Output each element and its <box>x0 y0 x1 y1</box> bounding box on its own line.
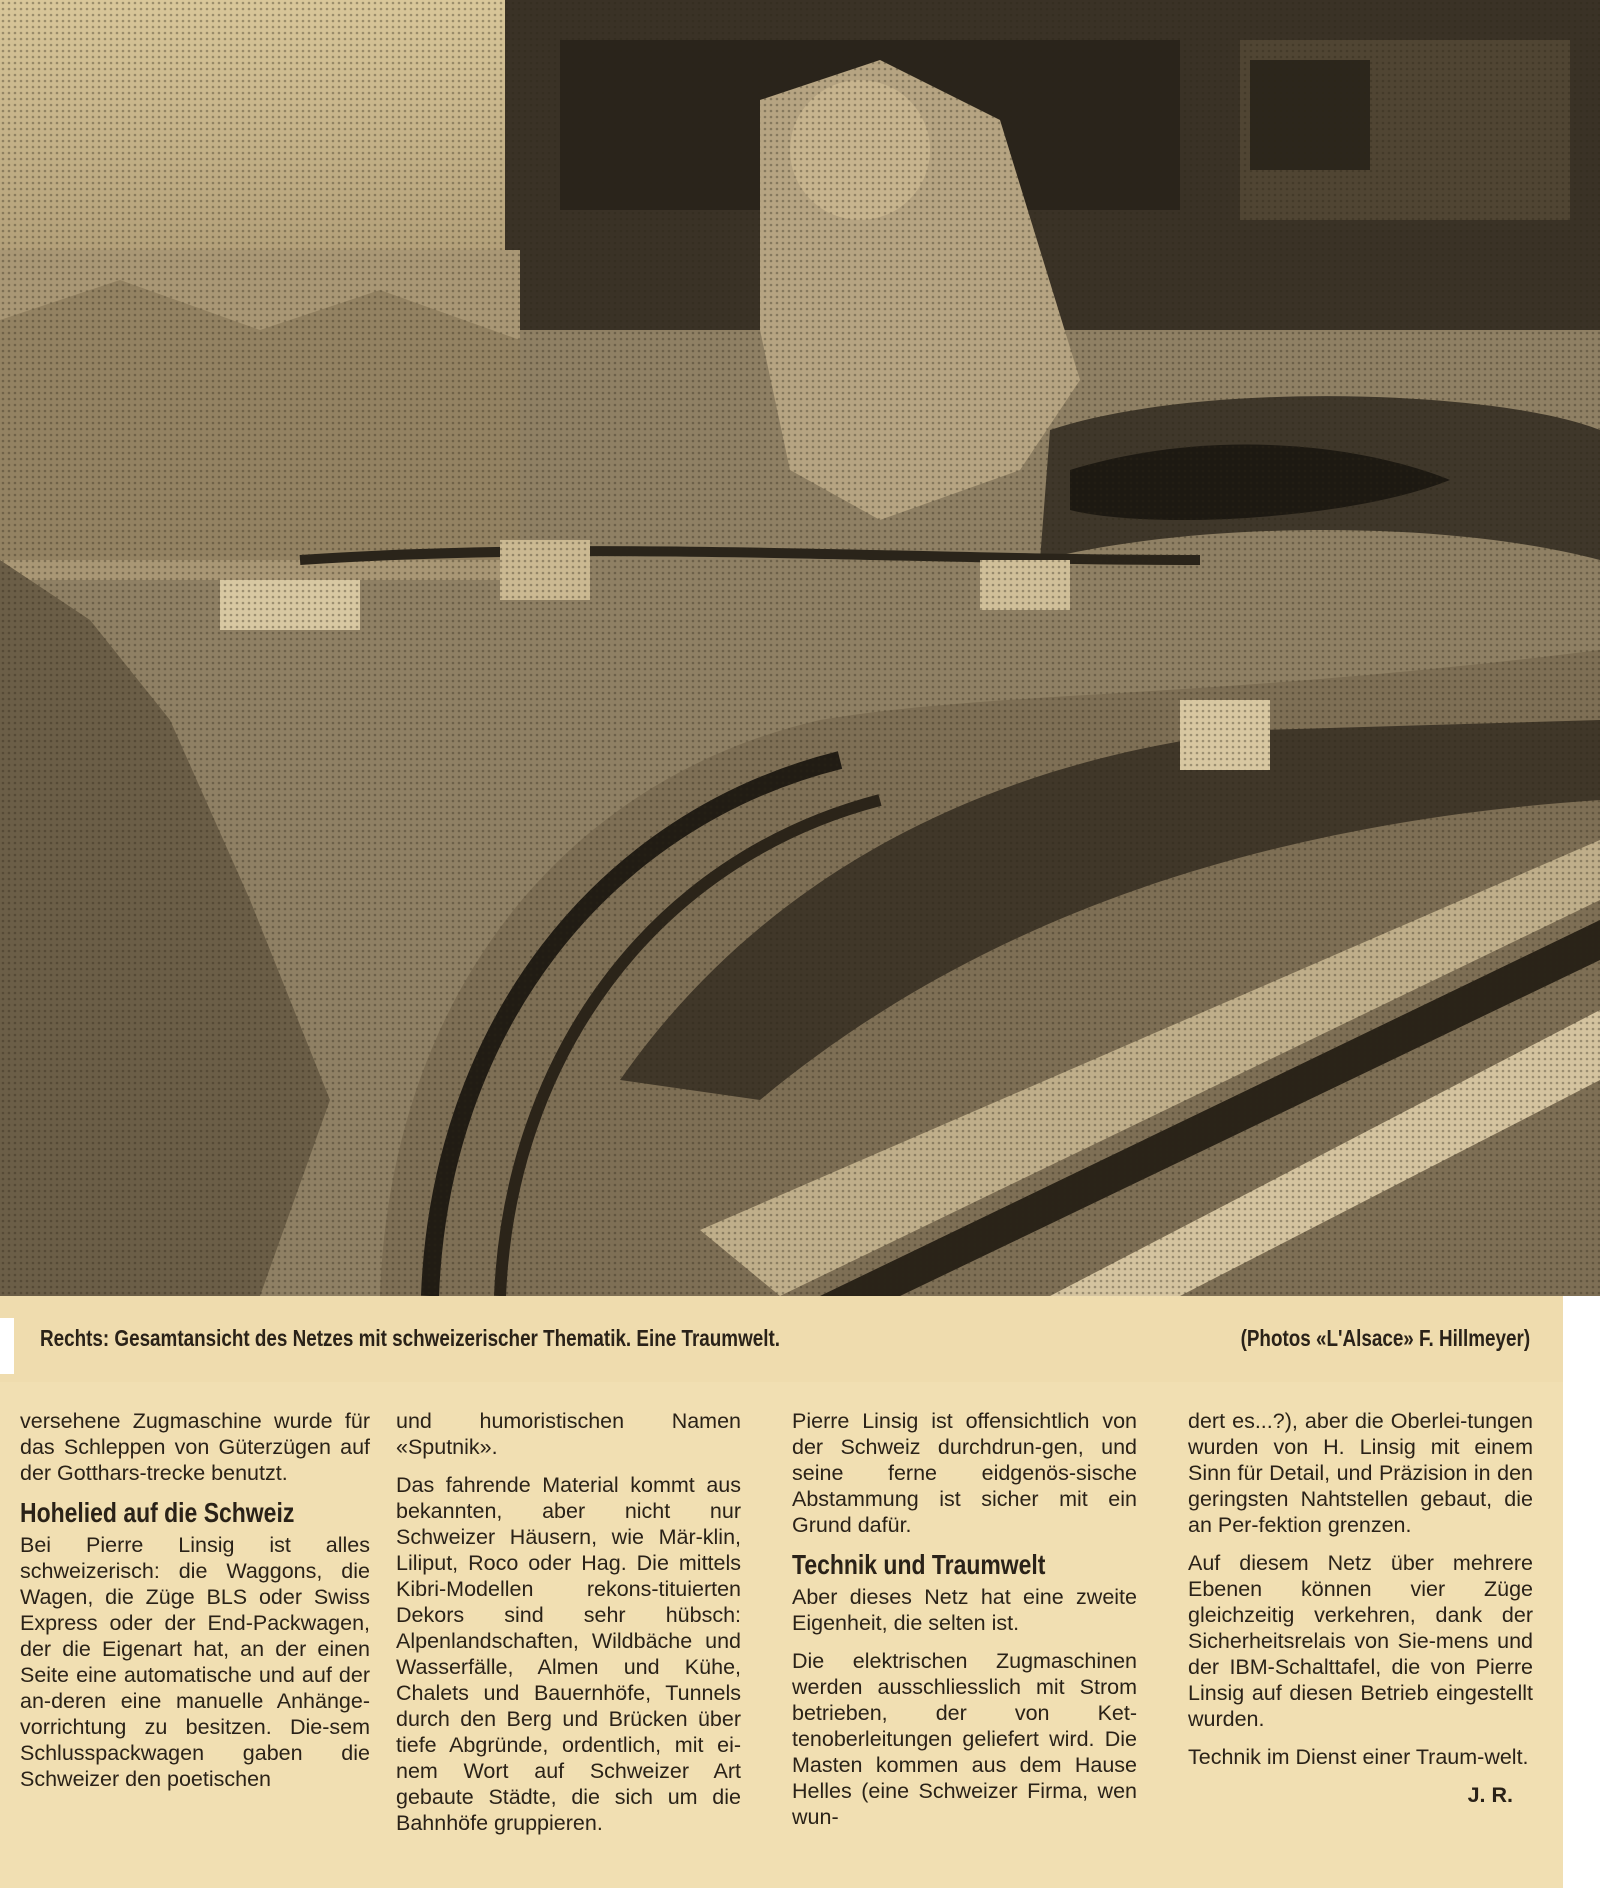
section-heading: Hohelied auf die Schweiz <box>20 1497 295 1528</box>
paragraph: Aber dieses Netz hat eine zweite Eigenheit, die selten ist. <box>792 1585 1137 1635</box>
paragraph: Das fahrende Material kommt aus bekannten, aber nicht nur Schweizer Häusern, wie Mär-klin, Liliput, Roco oder Hag. Die mittels Kibri-Modellen rekons-tituierten Dekors sind sehr hübsch: Alpenlandschaften, Wildbäche und Wasserfälle, Almen und Kühe, Chalets und Bauernhöfe, Tunnels durch den Berg und Brücken über tiefe Abgründe, ordentlich, mit ei-nem Wort auf Schweizer Art gebaute Städte, die sich um die Bahnhöfe gruppieren. <box>396 1473 741 1835</box>
photo-caption: Rechts: Gesamtansicht des Netzes mit schweizerischer Thematik. Eine Traumwelt. <box>40 1325 780 1351</box>
photo-credit: (Photos «L'Alsace» F. Hillmeyer) <box>1240 1325 1530 1351</box>
paragraph: Auf diesem Netz über mehrere Ebenen können vier Züge gleichzeitig verkehren, dank der Sicherheitsrelais von Sie-mens und der IBM-Schalttafel, die von Pierre Linsig auf diesen Betrieb eingestellt wurden. <box>1188 1551 1533 1731</box>
paragraph: Bei Pierre Linsig ist alles schweizerisch: die Waggons, die Wagen, die Züge BLS oder Swiss Express oder der End-Packwagen, der die Eigenart hat, an der einen Seite eine automatische und auf der an-deren eine manuelle Anhänge-vorrichtung zu besitzen. Die-sem Schlusspackwagen gaben die Schweizer den poetischen <box>20 1533 370 1791</box>
article-column-1 <box>20 1408 370 1804</box>
paragraph: versehene Zugmaschine wurde für das Schleppen von Güterzügen auf der Gotthars-trecke benutzt. <box>20 1409 370 1485</box>
paragraph: und humoristischen Namen «Sputnik». <box>396 1409 741 1459</box>
article-column-4 <box>1188 1408 1533 1808</box>
article-column-3 <box>792 1408 1137 1842</box>
page-margin <box>1563 1296 1600 1888</box>
margin-mark <box>0 1318 14 1374</box>
article-column-2 <box>396 1408 741 1848</box>
paragraph: Die elektrischen Zugmaschinen werden ausschliesslich mit Strom betrieben, der von Ket-tenoberleitungen geliefert wird. Die Masten kommen aus dem Hause Helles (eine Schweizer Firma, wen wun- <box>792 1649 1137 1829</box>
author-signature: J. R. <box>1467 1783 1513 1807</box>
paragraph: dert es...?), aber die Oberlei-tungen wurden von H. Linsig mit einem Sinn für Detail, und Präzision in den geringsten Nahtstellen gebaut, die an Per-fektion grenzen. <box>1188 1409 1533 1537</box>
paragraph: Pierre Linsig ist offensichtlich von der Schweiz durchdrun-gen, und seine ferne eidgenös-sische Abstammung ist sicher mit ein Grund dafür. <box>792 1409 1137 1537</box>
section-heading: Technik und Traumwelt <box>792 1549 1046 1580</box>
paragraph: Technik im Dienst einer Traum-welt. <box>1188 1745 1529 1769</box>
